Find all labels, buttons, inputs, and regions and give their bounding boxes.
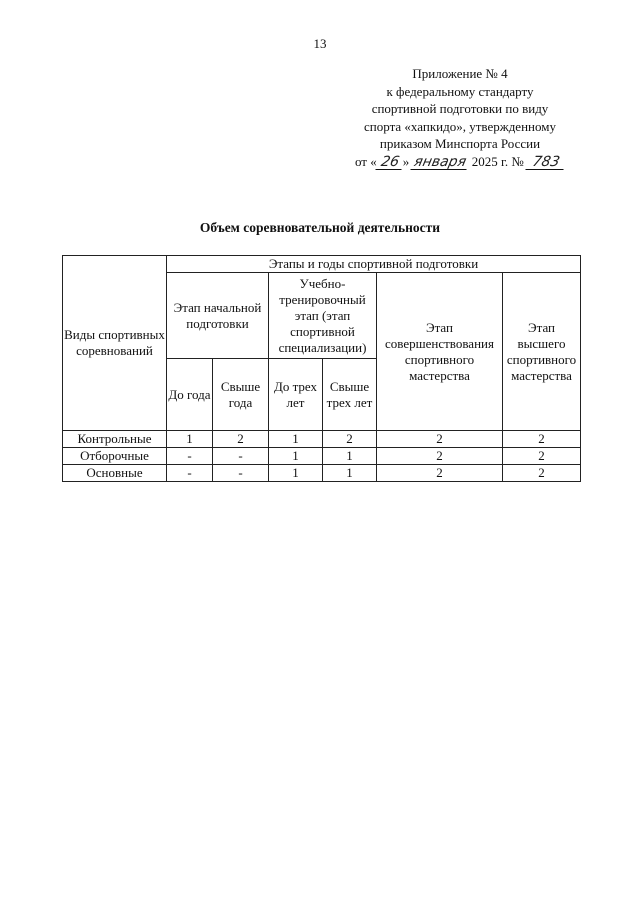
cell: 2 <box>213 431 269 448</box>
cell: 2 <box>503 465 581 482</box>
header-stage-training: Учебно-тренировочный этап (этап спортивной специализации) <box>269 273 377 359</box>
cell: 2 <box>377 431 503 448</box>
cell: - <box>213 448 269 465</box>
header-stage-higher: Этап высшего спортивного мастерства <box>503 273 581 431</box>
header-stages: Этапы и годы спортивной подготовки <box>167 256 581 273</box>
row-name: Основные <box>63 465 167 482</box>
row-name: Отборочные <box>63 448 167 465</box>
cell: 1 <box>167 431 213 448</box>
table-row <box>63 448 581 465</box>
header-sub-training-1: До трех лет <box>269 359 323 431</box>
header-kinds: Виды спортивных соревнований <box>63 256 167 431</box>
handwritten-order-number: 783 <box>525 155 566 170</box>
cell: 2 <box>503 448 581 465</box>
cell: 1 <box>269 465 323 482</box>
document-title: Объем соревновательной деятельности <box>199 220 441 235</box>
appendix-header <box>340 65 580 170</box>
table-row <box>63 431 581 448</box>
header-sub-initial-2: Свыше года <box>213 359 269 431</box>
table-row <box>63 465 581 482</box>
header-sub-training-2: Свыше трех лет <box>323 359 377 431</box>
handwritten-month: января <box>411 155 470 170</box>
page-number: 13 <box>313 36 327 51</box>
header-stage-improvement: Этап совершенствования спортивного мастерства <box>377 273 503 431</box>
cell: 1 <box>323 448 377 465</box>
appendix-line: спорта «хапкидо», утвержденному <box>364 118 556 134</box>
cell: 1 <box>269 431 323 448</box>
appendix-line: Приложение № 4 <box>412 66 508 81</box>
date-year: 2025 г. № <box>471 153 524 169</box>
cell: 2 <box>377 448 503 465</box>
appendix-line: приказом Минспорта России <box>379 136 541 151</box>
appendix-line: спортивной подготовки по виду <box>371 101 549 116</box>
cell: 1 <box>269 448 323 465</box>
cell: 2 <box>503 431 581 448</box>
cell: - <box>167 465 213 482</box>
handwritten-day: 26 <box>375 155 404 170</box>
header-sub-initial-1: До года <box>167 359 213 431</box>
cell: 1 <box>323 465 377 482</box>
table-header-row <box>63 256 581 273</box>
date-mid: » <box>402 153 410 169</box>
cell: - <box>213 465 269 482</box>
header-stage-initial: Этап начальной подготовки <box>167 273 269 359</box>
cell: - <box>167 448 213 465</box>
competition-volume-table <box>62 255 581 482</box>
appendix-line: к федеральному стандарту <box>386 83 534 99</box>
cell: 2 <box>377 465 503 482</box>
row-name: Контрольные <box>63 431 167 448</box>
order-date-line <box>340 153 580 171</box>
cell: 2 <box>323 431 377 448</box>
date-prefix: от « <box>354 153 377 169</box>
